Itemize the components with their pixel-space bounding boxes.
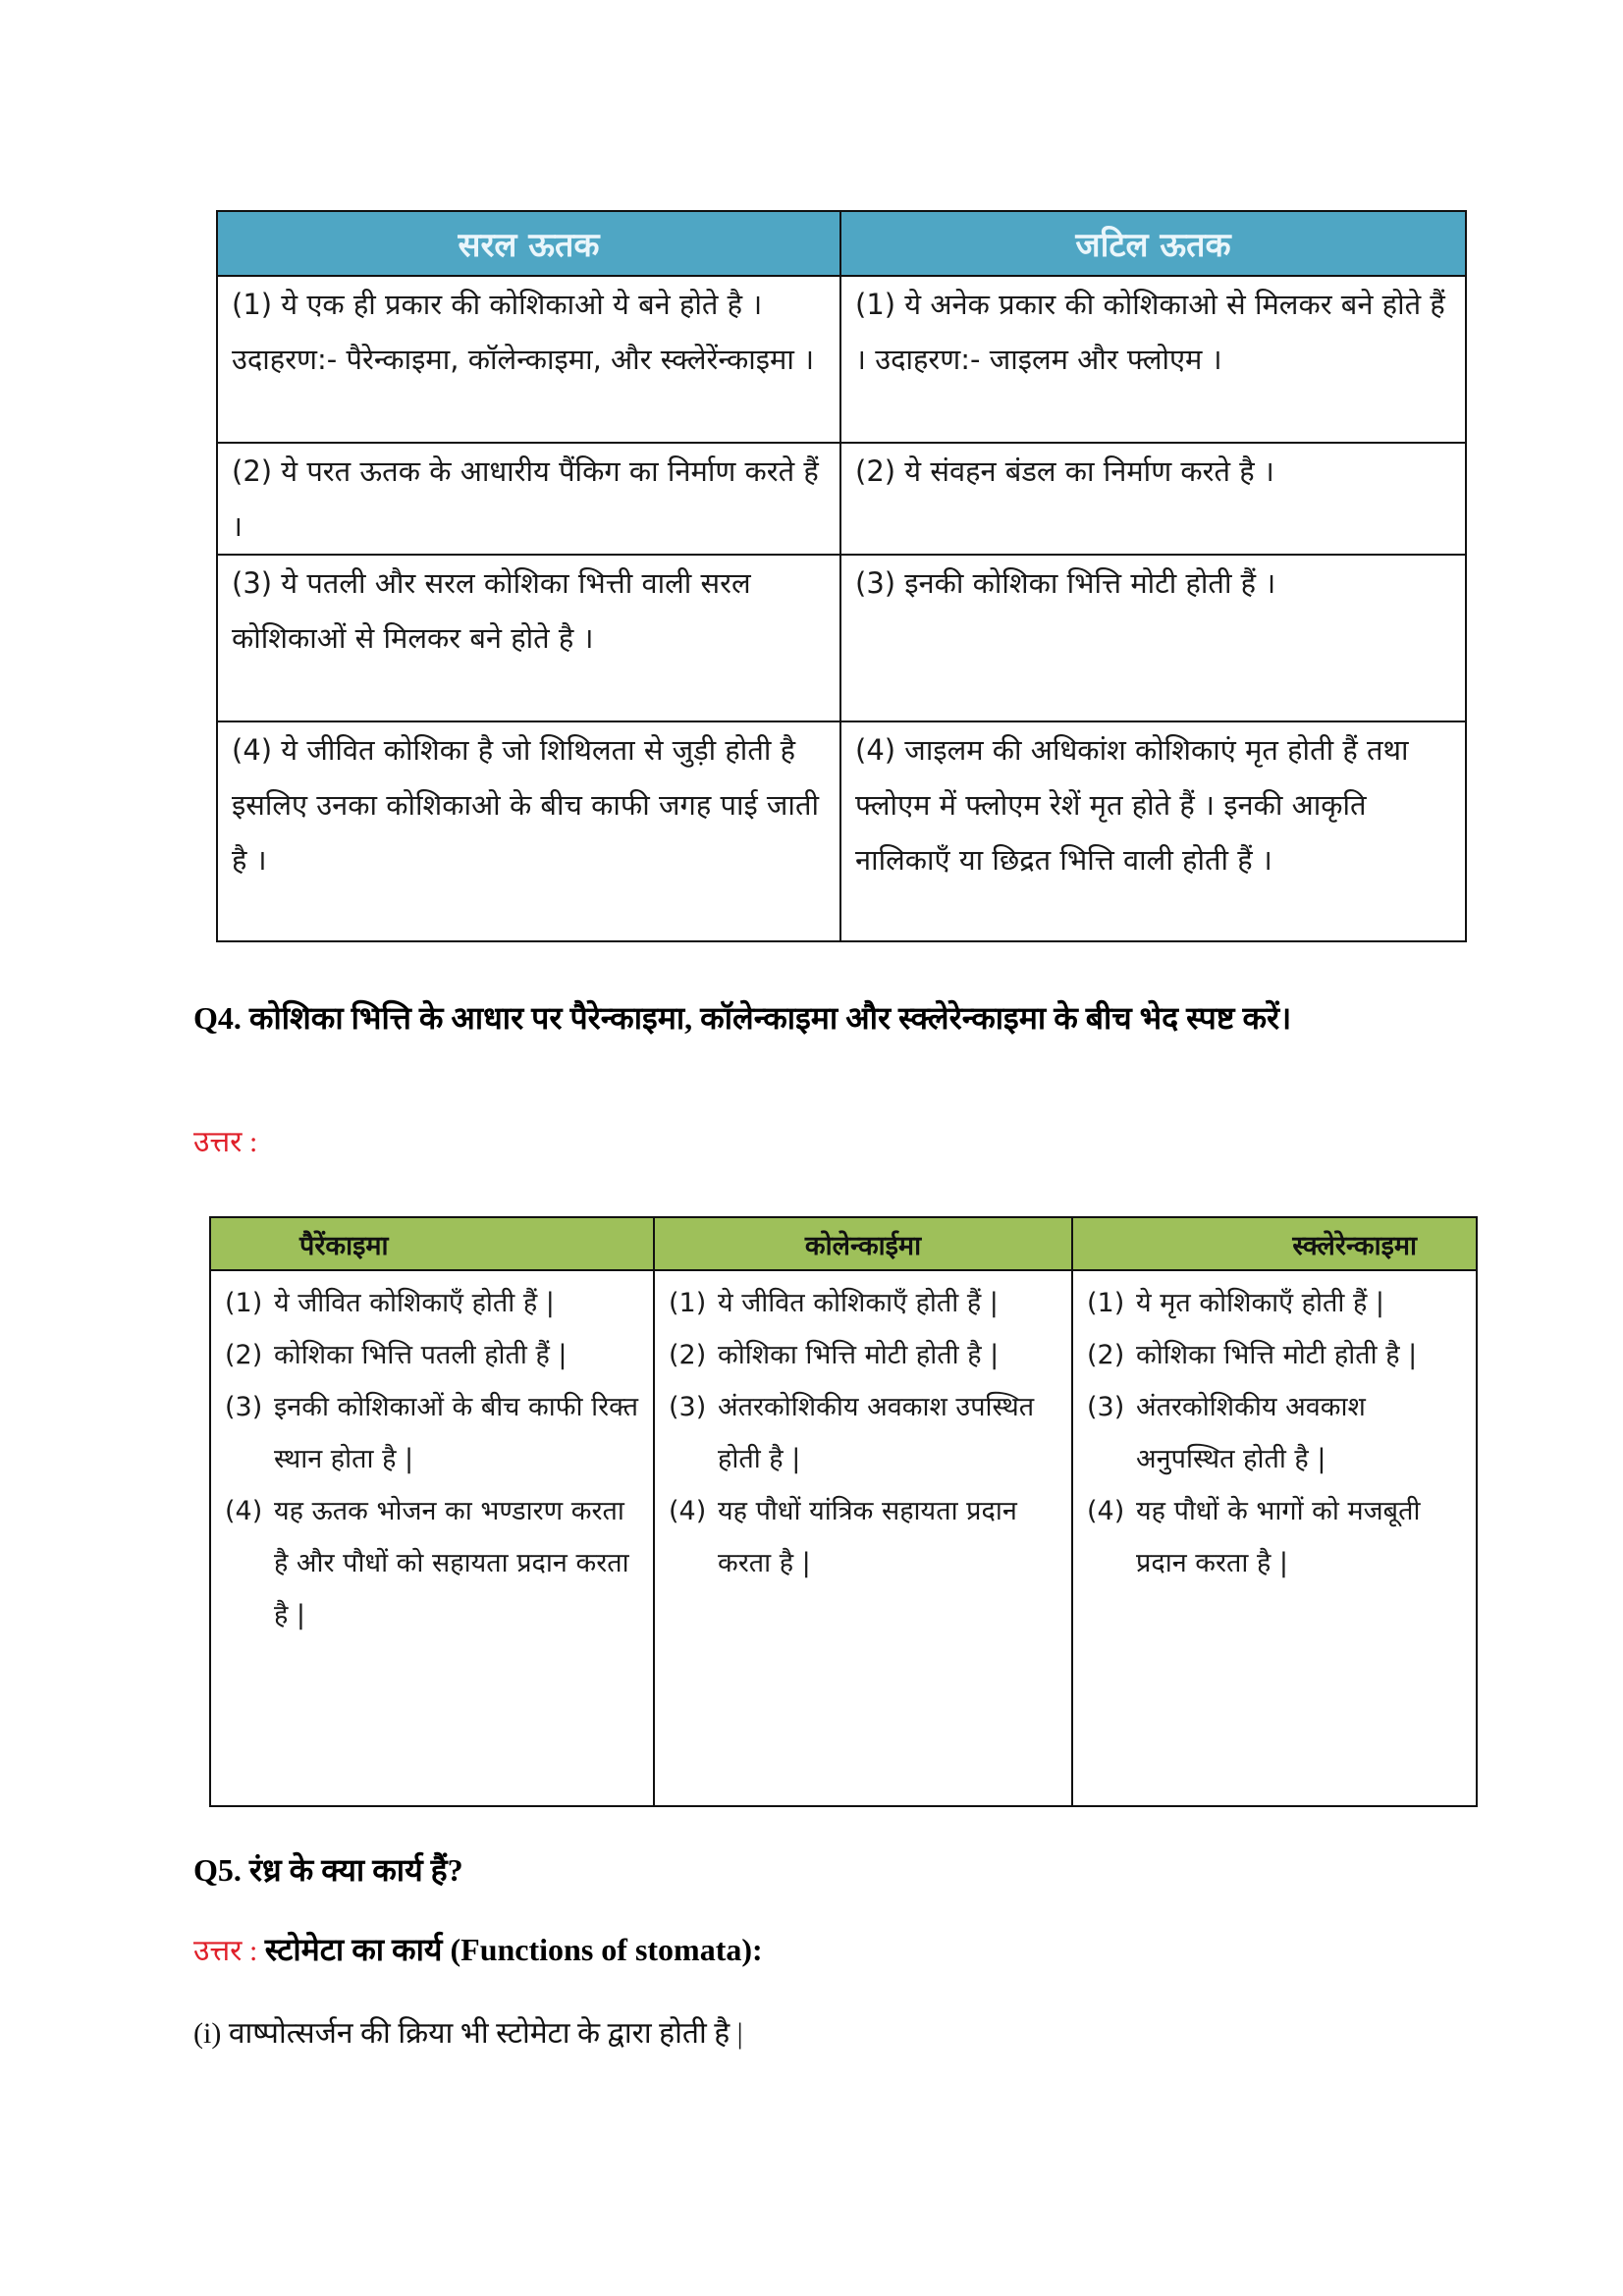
table-cell: (3) ये पतली और सरल कोशिका भित्ती वाली सरल कोशिकाओं से मिलकर बने होते है । [217,555,840,721]
list-item: (1) ये जीवित कोशिकाएँ होती हैं | [669,1288,999,1318]
table-row [217,276,1466,443]
list-item: (4) यह पौधों यांत्रिक सहायता प्रदान करता है | [669,1496,1017,1578]
list-item: (1) ये मृत कोशिकाएँ होती हैं | [1087,1288,1384,1318]
answer-heading: स्टोमेटा का कार्य (Functions of stomata): [264,1932,763,1967]
table-row [217,443,1466,555]
tissue-comparison-table [209,1216,1478,1807]
table-cell: (4) जाइलम की अधिकांश कोशिकाएं मृत होती हैं तथा फ्लोएम में फ्लोएम रेशें मृत होते हैं । इनकी आकृति नालिकाएँ या छिद्रत भित्ति वाली होती हैं । [840,721,1466,941]
header-complex-tissue: जटिल ऊतक [840,211,1466,276]
table-cell: (2) ये संवहन बंडल का निर्माण करते है । [840,443,1466,555]
table-row [217,721,1466,941]
question-4: Q4. कोशिका भित्ति के आधार पर पैरेन्काइमा, कॉलेन्काइमा और स्क्लेरेन्काइमा के बीच भेद स्पष्ट करें। [193,1000,1292,1036]
list-item: (1) ये जीवित कोशिकाएँ होती हैं | [225,1288,555,1318]
table-row [210,1270,1477,1806]
list-item: (3) अंतरकोशिकीय अवकाश उपस्थित होती है | [669,1392,1035,1474]
list-item: (2) कोशिका भित्ति पतली होती हैं | [225,1340,568,1370]
table-cell: (4) ये जीवित कोशिका है जो शिथिलता से जुड़ी होती है इसलिए उनका कोशिकाओ के बीच काफी जगह पाई जाती है । [217,721,840,941]
table-cell: (3) इनकी कोशिका भित्ति मोटी होती हैं । [840,555,1466,721]
question-5: Q5. रंध्र के क्या कार्य हैं? [193,1852,463,1888]
table-cell: (2) ये परत ऊतक के आधारीय पैंकिग का निर्माण करते हैं । [217,443,840,555]
answer-point-1: (i) वाष्पोत्सर्जन की क्रिया भी स्टोमेटा के द्वारा होती है | [193,2017,743,2050]
list-item: (4) यह पौधों के भागों को मजबूती प्रदान करता है | [1087,1496,1421,1578]
sclerenchyma-cell [1072,1270,1477,1806]
table-cell: (1) ये एक ही प्रकार की कोशिकाओ ये बने होते है । उदाहरण:- पैरेन्काइमा, कॉलेन्काइमा, और स्क्लेरेंन्काइमा । [217,276,840,443]
table-cell: (1) ये अनेक प्रकार की कोशिकाओ से मिलकर बने होते हैं । उदाहरण:- जाइलम और फ्लोएम । [840,276,1466,443]
answer-q5 [193,1928,763,1973]
header-sclerenchyma: स्क्लेरेन्काइमा [1072,1217,1477,1270]
header-collenchyma: कोलेन्काईमा [654,1217,1072,1270]
collenchyma-cell [654,1270,1072,1806]
answer-label-q4: उत्तर : [193,1126,258,1158]
list-item: (4) यह ऊतक भोजन का भण्डारण करता है और पौधों को सहायता प्रदान करता है | [225,1496,629,1630]
parenchyma-cell [210,1270,654,1806]
list-item: (3) इनकी कोशिकाओं के बीच काफी रिक्त स्थान होता है | [225,1392,639,1474]
list-item: (2) कोशिका भित्ति मोटी होती है | [1087,1340,1418,1370]
header-simple-tissue: सरल ऊतक [217,211,840,276]
answer-label-q5: उत्तर : [193,1935,265,1967]
list-item: (2) कोशिका भित्ति मोटी होती है | [669,1340,1000,1370]
list-item: (3) अंतरकोशिकीय अवकाश अनुपस्थित होती है | [1087,1392,1366,1474]
header-parenchyma: पैरेंकाइमा [210,1217,654,1270]
table-row [217,555,1466,721]
simple-vs-complex-tissue-table [216,210,1467,942]
